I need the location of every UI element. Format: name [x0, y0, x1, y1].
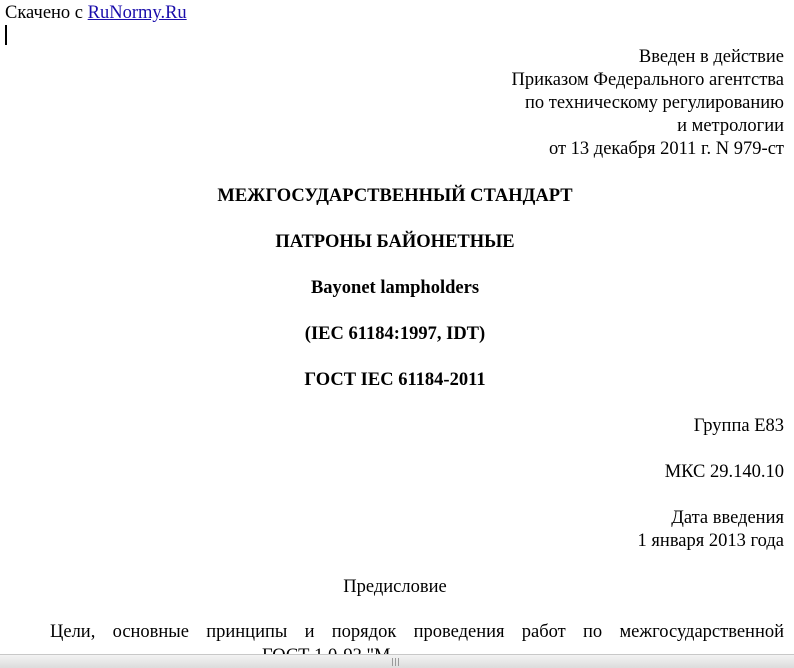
enactment-line: от 13 декабря 2011 г. N 979-ст: [548, 139, 784, 159]
enactment-line: и метрологии: [677, 116, 784, 136]
gost-number: ГОСТ IEC 61184-2011: [304, 370, 486, 390]
enactment-line: Введен в действие: [638, 47, 784, 67]
standard-title-ru: ПАТРОНЫ БАЙОНЕТНЫЕ: [275, 232, 515, 252]
effective-date-label: Дата введения: [671, 508, 784, 528]
horizontal-scrollbar[interactable]: [0, 654, 794, 668]
group-code: Группа Е83: [693, 416, 784, 436]
mks-code: МКС 29.140.10: [664, 462, 784, 482]
enactment-line: по техническому регулированию: [524, 93, 784, 113]
effective-date-value: 1 января 2013 года: [637, 531, 784, 551]
effective-date-block: [638, 507, 784, 553]
intro-paragraph-line: Цели, основные принципы и порядок проведения работ по межгосударственной: [50, 622, 784, 642]
source-line: [5, 2, 187, 25]
text-cursor: [5, 25, 7, 45]
section-title: Предисловие: [343, 577, 447, 597]
enactment-block: [512, 46, 785, 161]
source-prefix: Скачено с: [5, 3, 84, 23]
standard-category: МЕЖГОСУДАРСТВЕННЫЙ СТАНДАРТ: [217, 186, 573, 206]
source-link[interactable]: RuNormy.Ru: [87, 3, 187, 23]
scrollbar-grip-icon[interactable]: [392, 658, 401, 666]
enactment-line: Приказом Федерального агентства: [511, 70, 784, 90]
standard-title-en: Bayonet lampholders: [310, 278, 480, 298]
iec-reference: (IEC 61184:1997, IDT): [304, 324, 486, 344]
